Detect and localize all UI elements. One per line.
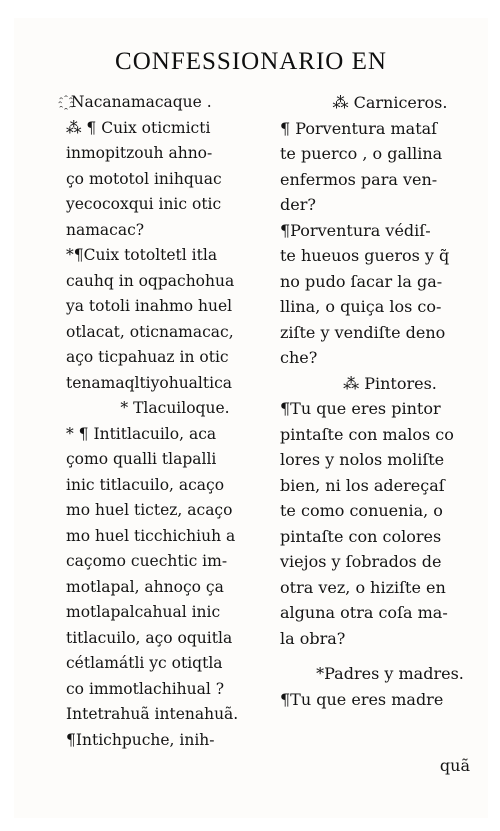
text-line: motlapalcahual inic bbox=[66, 603, 221, 621]
text-line: cauhq in oqpachohua bbox=[66, 271, 235, 290]
catchword: quã bbox=[439, 756, 470, 775]
book-page bbox=[14, 18, 488, 818]
text-line: ¶ Porventura mataſ bbox=[280, 118, 438, 138]
text-line: mo huel tictez, acaço bbox=[66, 501, 233, 519]
text-line: no pudo ſacar la ga- bbox=[280, 271, 443, 291]
text-line: bien, ni los adereçaſ bbox=[280, 475, 445, 495]
text-line: pintaſte con malos co bbox=[280, 424, 454, 444]
text-line: yecocoxqui inic otic bbox=[66, 195, 222, 213]
text-line: ҈ Nacanamacaque . bbox=[66, 93, 212, 111]
text-line: ço mototol inihquac bbox=[66, 169, 222, 188]
text-line: alguna otra coſa ma- bbox=[280, 603, 448, 622]
text-line: * ¶ Intitlacuilo, aca bbox=[66, 424, 217, 443]
text-line: aço ticpahuaz in otic bbox=[66, 348, 229, 366]
section-heading: ⁂ Carniceros. bbox=[332, 93, 448, 112]
text-line: enfermos para ven- bbox=[280, 169, 438, 189]
text-line: ¶Porventura védiſ- bbox=[280, 220, 431, 240]
section-heading: * Tlacuiloque. bbox=[120, 399, 230, 417]
running-header: CONFESSIONARIO EN bbox=[115, 48, 387, 75]
text-line: la obra? bbox=[280, 628, 346, 648]
text-line: Intetrahuã intenahuã. bbox=[66, 705, 239, 723]
text-line: te puerco , o gallina bbox=[280, 144, 443, 163]
text-line: inic titlacuilo, acaço bbox=[66, 475, 225, 494]
text-line: ¶Intichpuche, inih- bbox=[66, 730, 215, 749]
text-line: ziſte y vendiſte deno bbox=[280, 322, 446, 342]
text-line: der? bbox=[280, 195, 316, 214]
text-line: che? bbox=[280, 348, 318, 367]
text-line: otra vez, o hiziſte en bbox=[280, 577, 446, 597]
text-line: namacac? bbox=[66, 220, 145, 239]
text-line: otlacat, oticnamacac, bbox=[66, 322, 234, 341]
text-line: çomo qualli tlapalli bbox=[66, 450, 217, 468]
text-line: viejos y ſobrados de bbox=[280, 552, 442, 571]
text-line: ⁂ ¶ Cuix oticmicti bbox=[66, 118, 211, 137]
text-line: te como conuenia, o bbox=[280, 501, 443, 520]
text-line: ya totoli inahmo huel bbox=[66, 297, 233, 315]
text-line: *¶Cuix totoltetl itla bbox=[66, 246, 218, 264]
text-line: pintaſte con colores bbox=[280, 526, 442, 546]
spanish-column bbox=[280, 90, 500, 712]
text-line: cétlamátli yc otiqtla bbox=[66, 654, 223, 672]
text-line: ¶Tu que eres madre bbox=[280, 689, 444, 709]
text-line: titlacuilo, aço oquitla bbox=[66, 628, 233, 647]
section-heading: ⁂ Pintores. bbox=[343, 373, 437, 393]
text-line: inmopitzouh ahno- bbox=[66, 144, 213, 162]
text-line: llina, o quiça los co- bbox=[280, 297, 442, 316]
text-line: te hueuos gueros y q̃ bbox=[280, 246, 450, 265]
text-line: motlapal, ahnoço ça bbox=[66, 577, 224, 596]
text-line: co immotlachihual ? bbox=[66, 679, 225, 698]
text-line: mo huel ticchichiuh a bbox=[66, 526, 236, 545]
text-line: lores y nolos moliſte bbox=[280, 450, 445, 469]
spacer bbox=[280, 651, 500, 661]
text-line: ¶Tu que eres pintor bbox=[280, 399, 441, 418]
text-line: caçomo cuechtic im- bbox=[66, 552, 228, 570]
text-line: tenamaqltiyohualtica bbox=[66, 373, 232, 392]
section-heading: *Padres y madres. bbox=[316, 664, 464, 683]
nahuatl-column bbox=[66, 90, 284, 753]
